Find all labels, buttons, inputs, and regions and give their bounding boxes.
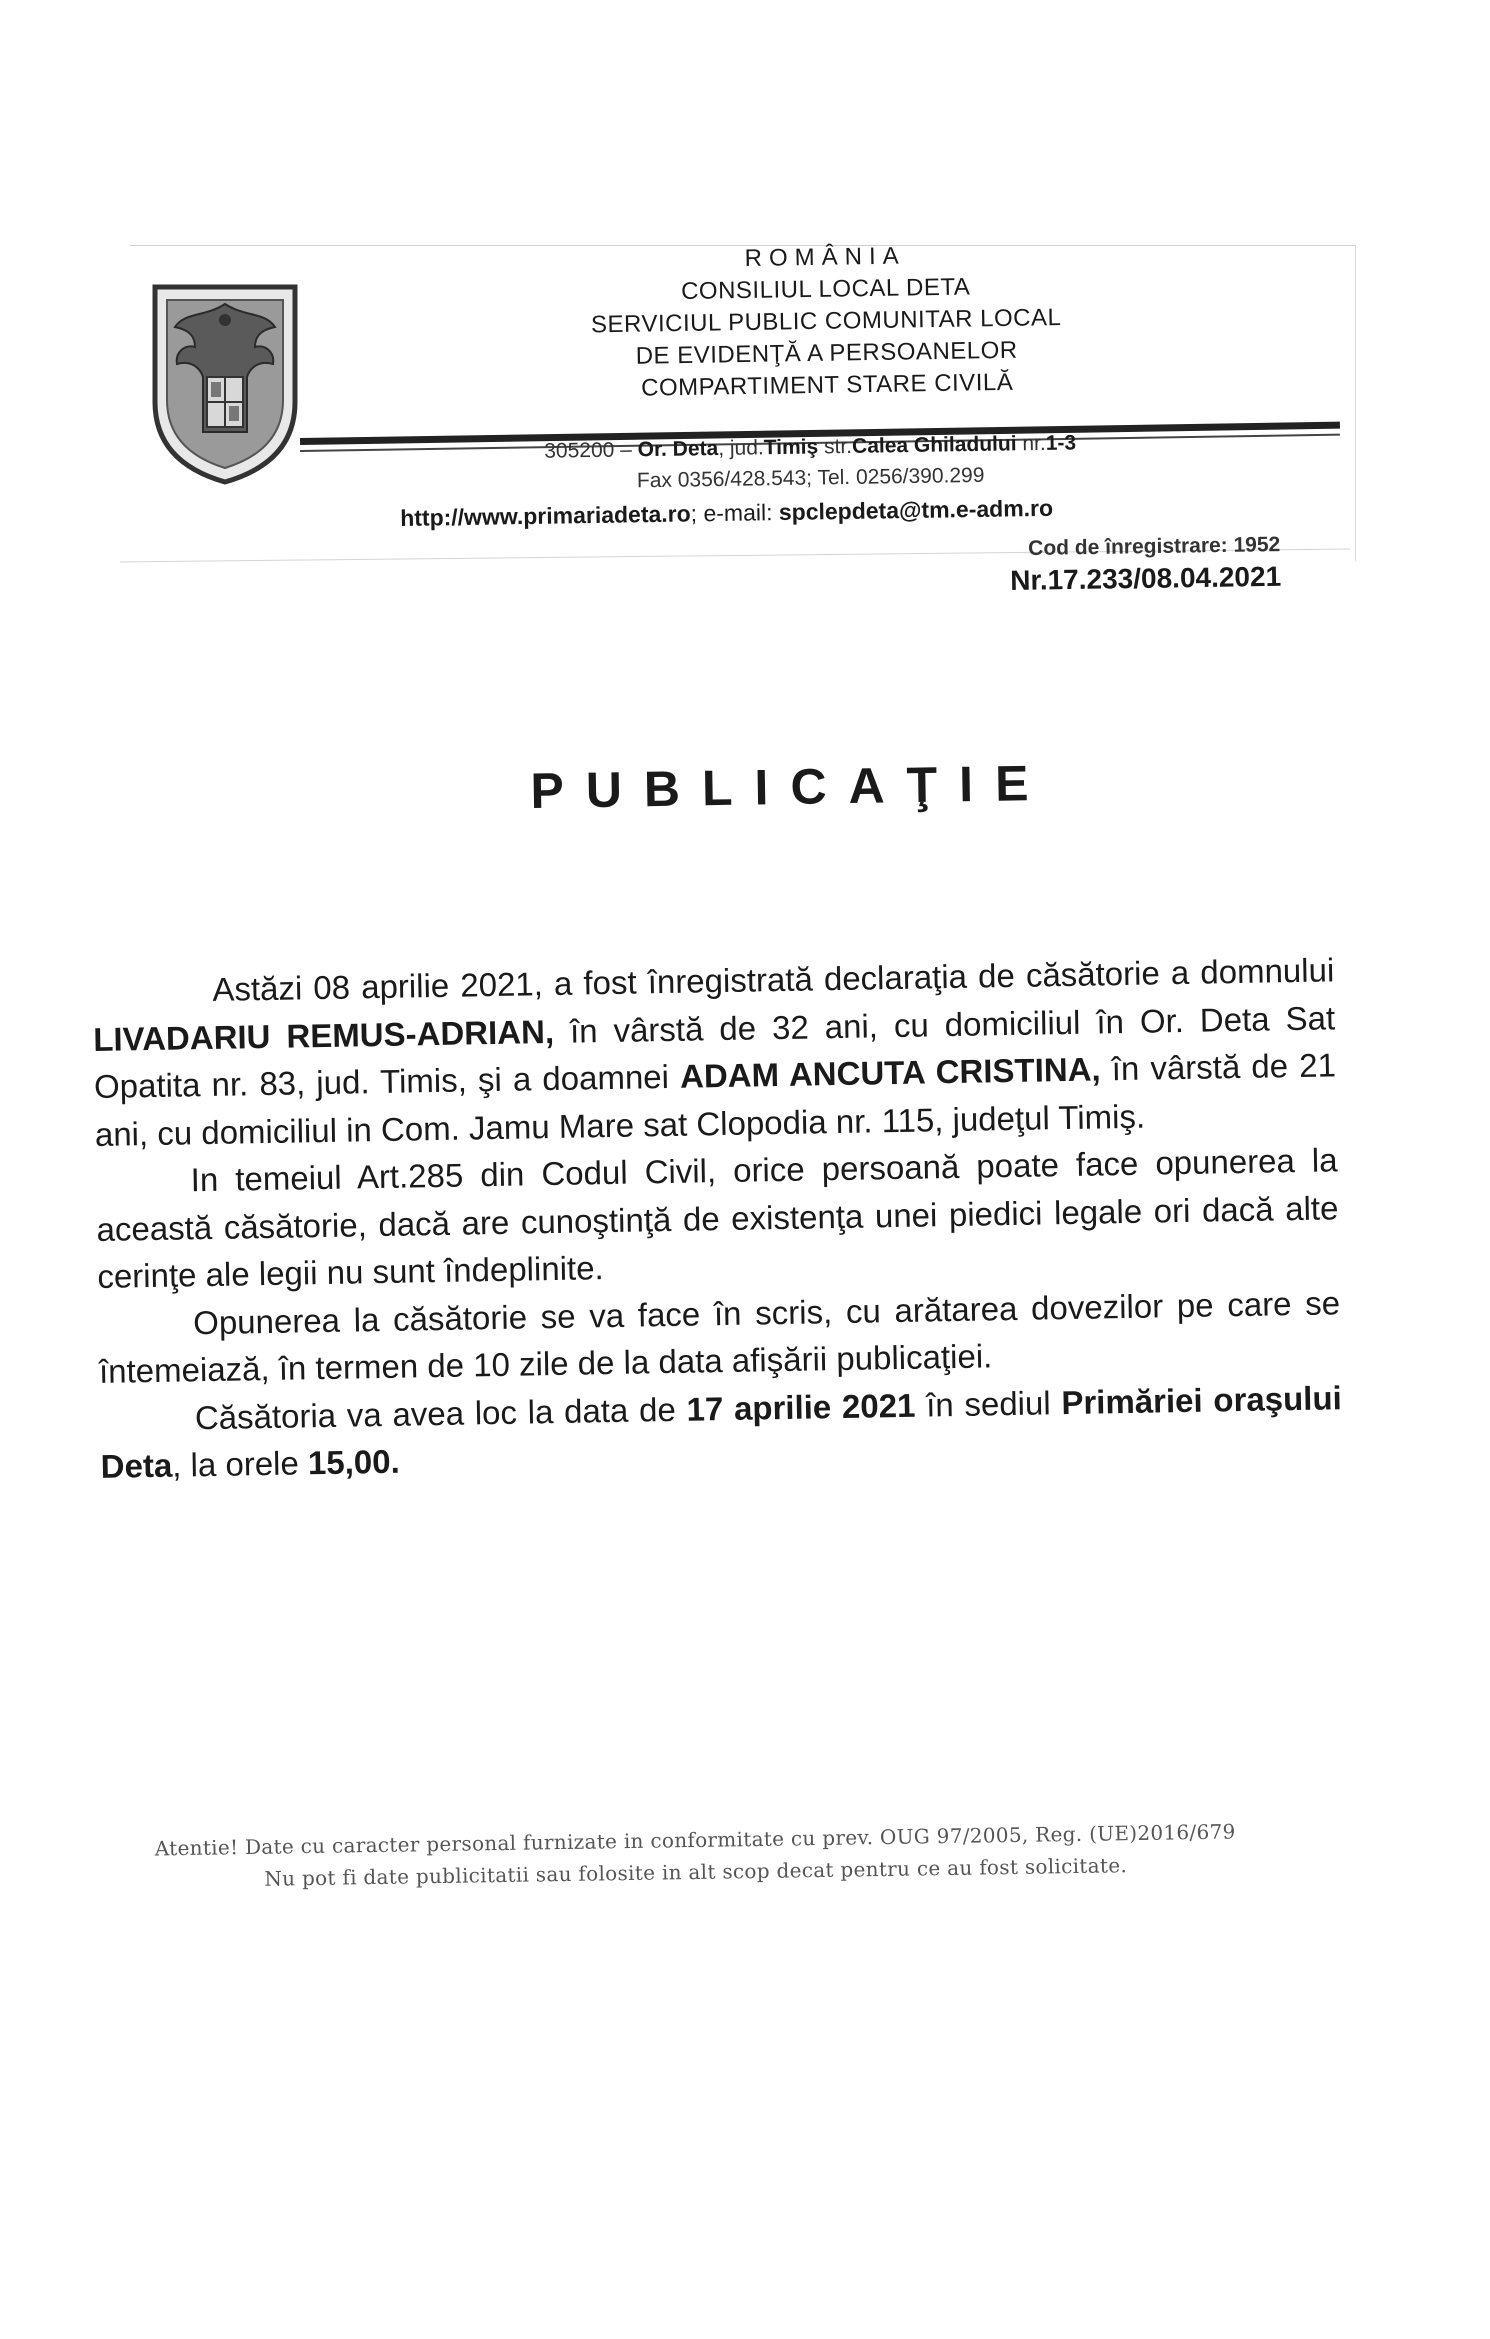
institution-header (300, 234, 1352, 410)
page-title: PUBLICAŢIE (530, 754, 1051, 819)
postal-address: 305200 – Or. Deta, jud.Timiş str.Calea Ghiladului nr.1-3 (544, 431, 1077, 463)
privacy-notice-line1: Atentie! Date cu caracter personal furnizate in conformitate cu prev. OUG 97/2005, Reg. (UE)2016/679 (154, 1819, 1236, 1861)
department-name: COMPARTIMENT STARE CIVILĂ (640, 368, 1014, 402)
coat-of-arms-icon (145, 282, 305, 487)
registration-code: Cod de înregistrare: 1952 (1028, 533, 1281, 560)
ceremony-place: Primăriei oraşului Deta (100, 1378, 1343, 1485)
paragraph-opposition: Opunerea la căsătorie se va face în scris, cu arătarea dovezilor pe care se întemeiază, în termen de 10 zile de la data afişării publicaţiei. (98, 1283, 1341, 1390)
bride-name: ADAM ANCUTA CRISTINA, (679, 1050, 1101, 1095)
email-link[interactable]: spclepdeta@tm.e-adm.ro (778, 494, 1054, 526)
address-block (400, 425, 1221, 500)
publication-body (92, 946, 1343, 1490)
ceremony-date: 17 aprilie 2021 (686, 1386, 916, 1428)
groom-name: LIVADARIU REMUS-ADRIAN, (92, 1012, 555, 1058)
contact-phones: Fax 0356/428.543; Tel. 0256/390.299 (636, 463, 985, 493)
privacy-notice-line2: Nu pot fi date publicitatii sau folosite in alt scop decat pentru ce au fost solicitate. (264, 1853, 1128, 1891)
paragraph-declaration: Astăzi 08 aprilie 2021, a fost înregistrată declaraţia de căsătorie a domnului LIVADARIU REMUS-ADRIAN, în vârstă de 32 ani, cu domiciliul în Or. Deta Sat Opatita nr. 83, jud. Timis, şi a doamnei ADAM ANCUTA CRISTINA, în vârstă de 21 ani, cu domiciliul in Com. Jamu Mare sat Clopodia nr. 115, judeţul Timiş. (92, 951, 1337, 1153)
privacy-notice (120, 1815, 1271, 1897)
council-name: CONSILIUL LOCAL DETA (680, 273, 971, 306)
ceremony-time: 15,00. (307, 1442, 401, 1482)
service-name-line2: DE EVIDENŢĂ A PERSOANELOR (635, 336, 1018, 370)
paragraph-ceremony: Căsătoria va avea loc la data de 17 aprilie 2021 în sediul Primăriei oraşului Deta, la orele 15,00. (100, 1378, 1343, 1485)
paragraph-legal-basis: In temeiul Art.285 din Codul Civil, orice persoană poate face opunerea la această căsătorie, dacă are cunoştinţă de existenţa unei piedici legale ori dacă alte cerinţe ale legii nu sunt îndeplinite. (96, 1141, 1339, 1295)
web-contact: http://www.primariadeta.ro; e-mail: spclepdeta@tm.e-adm.ro (400, 494, 1054, 531)
country-name: ROMÂNIA (744, 242, 906, 273)
website-link[interactable]: http://www.primariadeta.ro (400, 500, 691, 531)
registration-number: Nr.17.233/08.04.2021 (1010, 560, 1282, 596)
service-name: SERVICIUL PUBLIC COMUNITAR LOCAL (590, 304, 1062, 339)
